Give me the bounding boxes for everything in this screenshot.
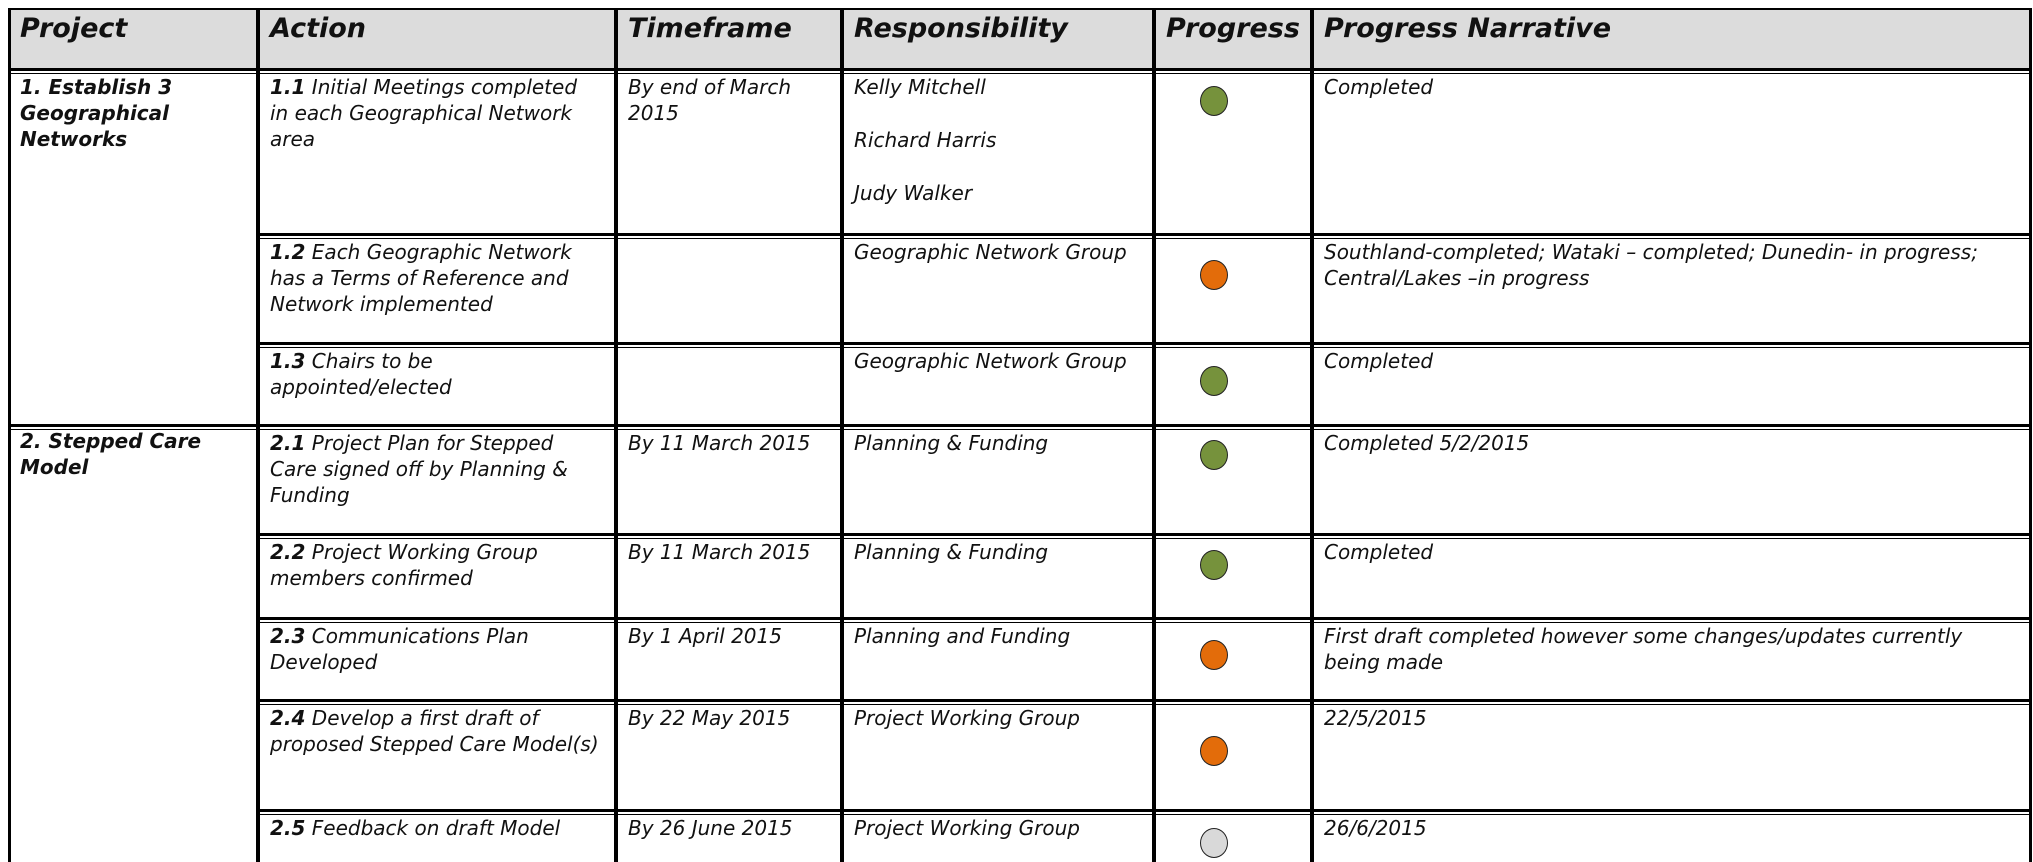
responsibility-cell — [854, 623, 1144, 649]
timeframe-cell: By 1 April 2015 — [628, 624, 782, 648]
responsibility-name: Planning & Funding — [854, 431, 1049, 455]
narrative-cell: Completed — [1324, 75, 1434, 99]
timeframe-cell: By end of March 2015 — [628, 75, 791, 125]
column-divider — [1152, 8, 1156, 862]
action-number: 1.3 — [270, 349, 306, 373]
status-grey-icon — [1200, 828, 1228, 858]
status-green-icon — [1200, 366, 1228, 396]
action-cell — [270, 74, 600, 152]
action-text: Each Geographic Network has a Terms of Reference and Network implemented — [270, 240, 572, 316]
responsibility-name: Planning and Funding — [854, 624, 1071, 648]
action-number: 1.2 — [270, 240, 306, 264]
timeframe-cell: By 26 June 2015 — [628, 816, 793, 840]
action-text: Project Plan for Stepped Care signed off by Planning & Funding — [270, 431, 568, 507]
action-cell — [270, 239, 600, 317]
row-divider — [8, 68, 2032, 74]
action-text: Initial Meetings completed in each Geographical Network area — [270, 75, 578, 151]
action-cell — [270, 430, 600, 508]
responsibility-name: Geographic Network Group — [854, 240, 1127, 264]
row-divider — [256, 233, 2032, 239]
timeframe-cell: By 11 March 2015 — [628, 540, 811, 564]
action-text: Communications Plan Developed — [270, 624, 529, 674]
header-narrative: Progress Narrative — [1324, 13, 1612, 44]
responsibility-cell — [854, 74, 1144, 233]
status-orange-icon — [1200, 736, 1228, 766]
action-number: 2.5 — [270, 816, 306, 840]
timeframe-cell: By 11 March 2015 — [628, 431, 811, 455]
row-divider — [256, 699, 2032, 705]
status-green-icon — [1200, 550, 1228, 580]
row-divider — [256, 809, 2032, 815]
action-number: 2.3 — [270, 624, 306, 648]
narrative-cell: First draft completed however some changes/updates currently being made — [1324, 624, 1963, 674]
row-divider — [256, 617, 2032, 623]
narrative-cell: 22/5/2015 — [1324, 706, 1427, 730]
responsibility-name: Project Working Group — [854, 706, 1081, 730]
action-text: Feedback on draft Model — [305, 816, 561, 840]
header-project: Project — [20, 13, 128, 44]
column-divider — [256, 8, 260, 862]
action-number: 2.1 — [270, 431, 306, 455]
responsibility-cell — [854, 239, 1144, 265]
responsibility-cell — [854, 815, 1144, 841]
column-divider — [2029, 8, 2032, 862]
header-progress: Progress — [1166, 13, 1300, 44]
header-action: Action — [270, 13, 367, 44]
narrative-cell: Completed 5/2/2015 — [1324, 431, 1530, 455]
action-text: Chairs to be appointed/elected — [270, 349, 452, 399]
action-number: 2.4 — [270, 706, 306, 730]
row-divider — [256, 342, 2032, 348]
responsibility-cell — [854, 430, 1144, 456]
action-cell — [270, 623, 600, 675]
responsibility-name: Geographic Network Group — [854, 349, 1127, 373]
action-cell — [270, 705, 600, 757]
project-label: 1. Establish 3 Geographical Networks — [20, 75, 173, 151]
responsibility-cell — [854, 705, 1144, 731]
project-label: 2. Stepped Care Model — [20, 429, 202, 479]
status-orange-icon — [1200, 640, 1228, 670]
action-number: 1.1 — [270, 75, 306, 99]
narrative-cell: Southland-completed; Wataki – completed; Dunedin- in progress; Central/Lakes –in progress — [1324, 240, 1978, 290]
narrative-cell: Completed — [1324, 540, 1434, 564]
responsibility-cell — [854, 348, 1144, 374]
column-divider — [8, 8, 11, 862]
action-number: 2.2 — [270, 540, 306, 564]
narrative-cell: 26/6/2015 — [1324, 816, 1427, 840]
column-divider — [1310, 8, 1314, 862]
status-green-icon — [1200, 440, 1228, 470]
responsibility-cell — [854, 539, 1144, 565]
action-cell — [270, 815, 600, 841]
row-divider — [8, 8, 2032, 11]
column-divider — [840, 8, 844, 862]
action-cell — [270, 348, 600, 400]
responsibility-name: Judy Walker — [854, 181, 973, 205]
row-divider — [256, 533, 2032, 539]
column-divider — [614, 8, 618, 862]
action-text: Project Working Group members confirmed — [270, 540, 538, 590]
responsibility-name: Kelly Mitchell — [854, 75, 986, 99]
row-divider — [8, 424, 2032, 430]
action-text: Develop a first draft of proposed Stepped Care Model(s) — [270, 706, 599, 756]
action-cell — [270, 539, 600, 591]
header-timeframe: Timeframe — [628, 13, 792, 44]
status-green-icon — [1200, 86, 1228, 116]
responsibility-name: Planning & Funding — [854, 540, 1049, 564]
responsibility-name: Project Working Group — [854, 816, 1081, 840]
status-orange-icon — [1200, 260, 1228, 290]
action-plan-table — [8, 8, 2032, 862]
timeframe-cell: By 22 May 2015 — [628, 706, 791, 730]
header-responsibility: Responsibility — [854, 13, 1068, 44]
narrative-cell: Completed — [1324, 349, 1434, 373]
responsibility-name: Richard Harris — [854, 128, 997, 152]
